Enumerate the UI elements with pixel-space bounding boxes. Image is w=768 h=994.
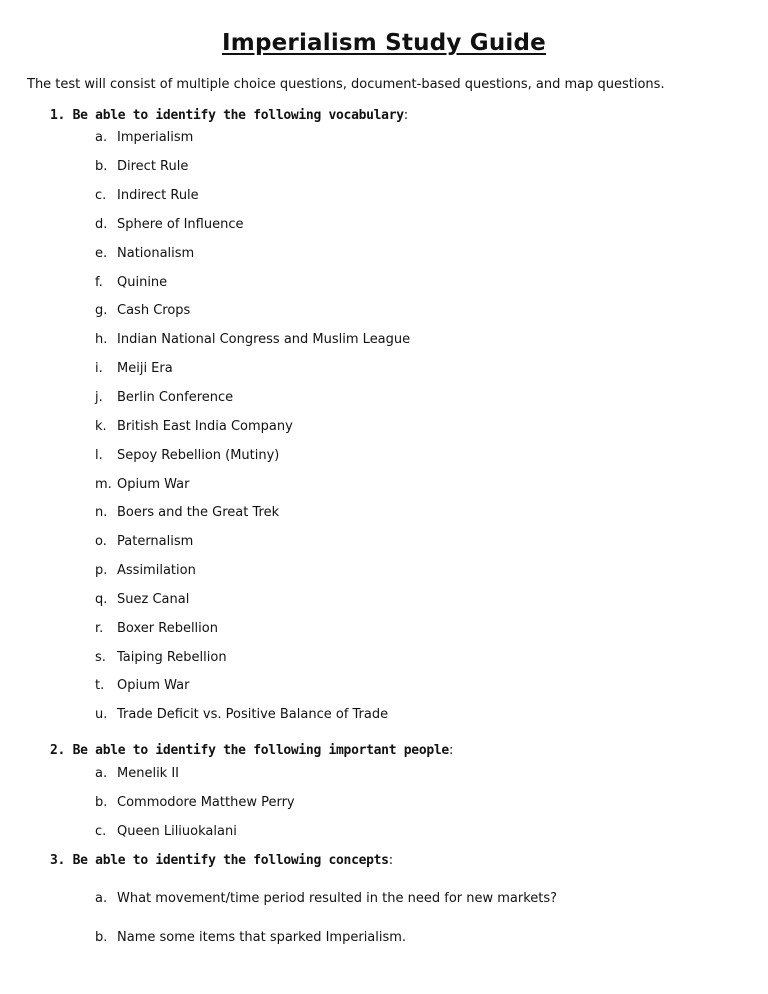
list-item: c. Indirect Rule [95, 188, 199, 203]
list-item: a. What movement/time period resulted in the need for new markets? [95, 891, 558, 906]
list-item: j. Berlin Conference [95, 390, 234, 405]
section-number: 3. [50, 853, 66, 868]
list-item: b. Direct Rule [95, 159, 189, 174]
section-heading-text: Be able to identify the following vocabulary [72, 108, 404, 123]
section-number: 2. [50, 743, 66, 758]
list-item: r. Boxer Rebellion [95, 621, 218, 636]
list-item: d. Sphere of Influence [95, 217, 244, 232]
section-heading-concepts [50, 853, 393, 868]
list-item: t. Opium War [95, 678, 190, 693]
section-heading-colon: : [448, 743, 454, 758]
list-item: b. Name some items that sparked Imperialism. [95, 930, 407, 945]
list-item: u. Trade Deficit vs. Positive Balance of Trade [95, 707, 389, 722]
list-item: e. Nationalism [95, 246, 195, 261]
list-item: m. Opium War [95, 477, 190, 492]
list-item: q. Suez Canal [95, 592, 190, 607]
list-item: a. Imperialism [95, 130, 194, 145]
section-heading-vocabulary [50, 108, 408, 123]
list-item: s. Taiping Rebellion [95, 650, 227, 665]
section-heading-people [50, 743, 453, 758]
section-number: 1. [50, 108, 66, 123]
list-item: p. Assimilation [95, 563, 196, 578]
intro-text: The test will consist of multiple choice questions, document-based questions, and map questions. [27, 77, 665, 92]
list-item: o. Paternalism [95, 534, 194, 549]
list-item: f. Quinine [95, 275, 168, 290]
list-item: b. Commodore Matthew Perry [95, 795, 295, 810]
list-item: l. Sepoy Rebellion (Mutiny) [95, 448, 280, 463]
page-title: Imperialism Study Guide [222, 30, 546, 56]
section-heading-colon: : [403, 108, 408, 123]
list-item: a. Menelik II [95, 766, 180, 781]
section-heading-text: Be able to identify the following concepts [72, 853, 389, 868]
list-item: i. Meiji Era [95, 361, 173, 376]
section-heading-colon: : [388, 853, 393, 868]
section-heading-text: Be able to identify the following important people [72, 743, 449, 758]
list-item: g. Cash Crops [95, 303, 191, 318]
list-item: k. British East India Company [95, 419, 293, 434]
list-item: h. Indian National Congress and Muslim League [95, 332, 411, 347]
list-item: n. Boers and the Great Trek [95, 505, 280, 520]
list-item: c. Queen Liliuokalani [95, 824, 237, 839]
